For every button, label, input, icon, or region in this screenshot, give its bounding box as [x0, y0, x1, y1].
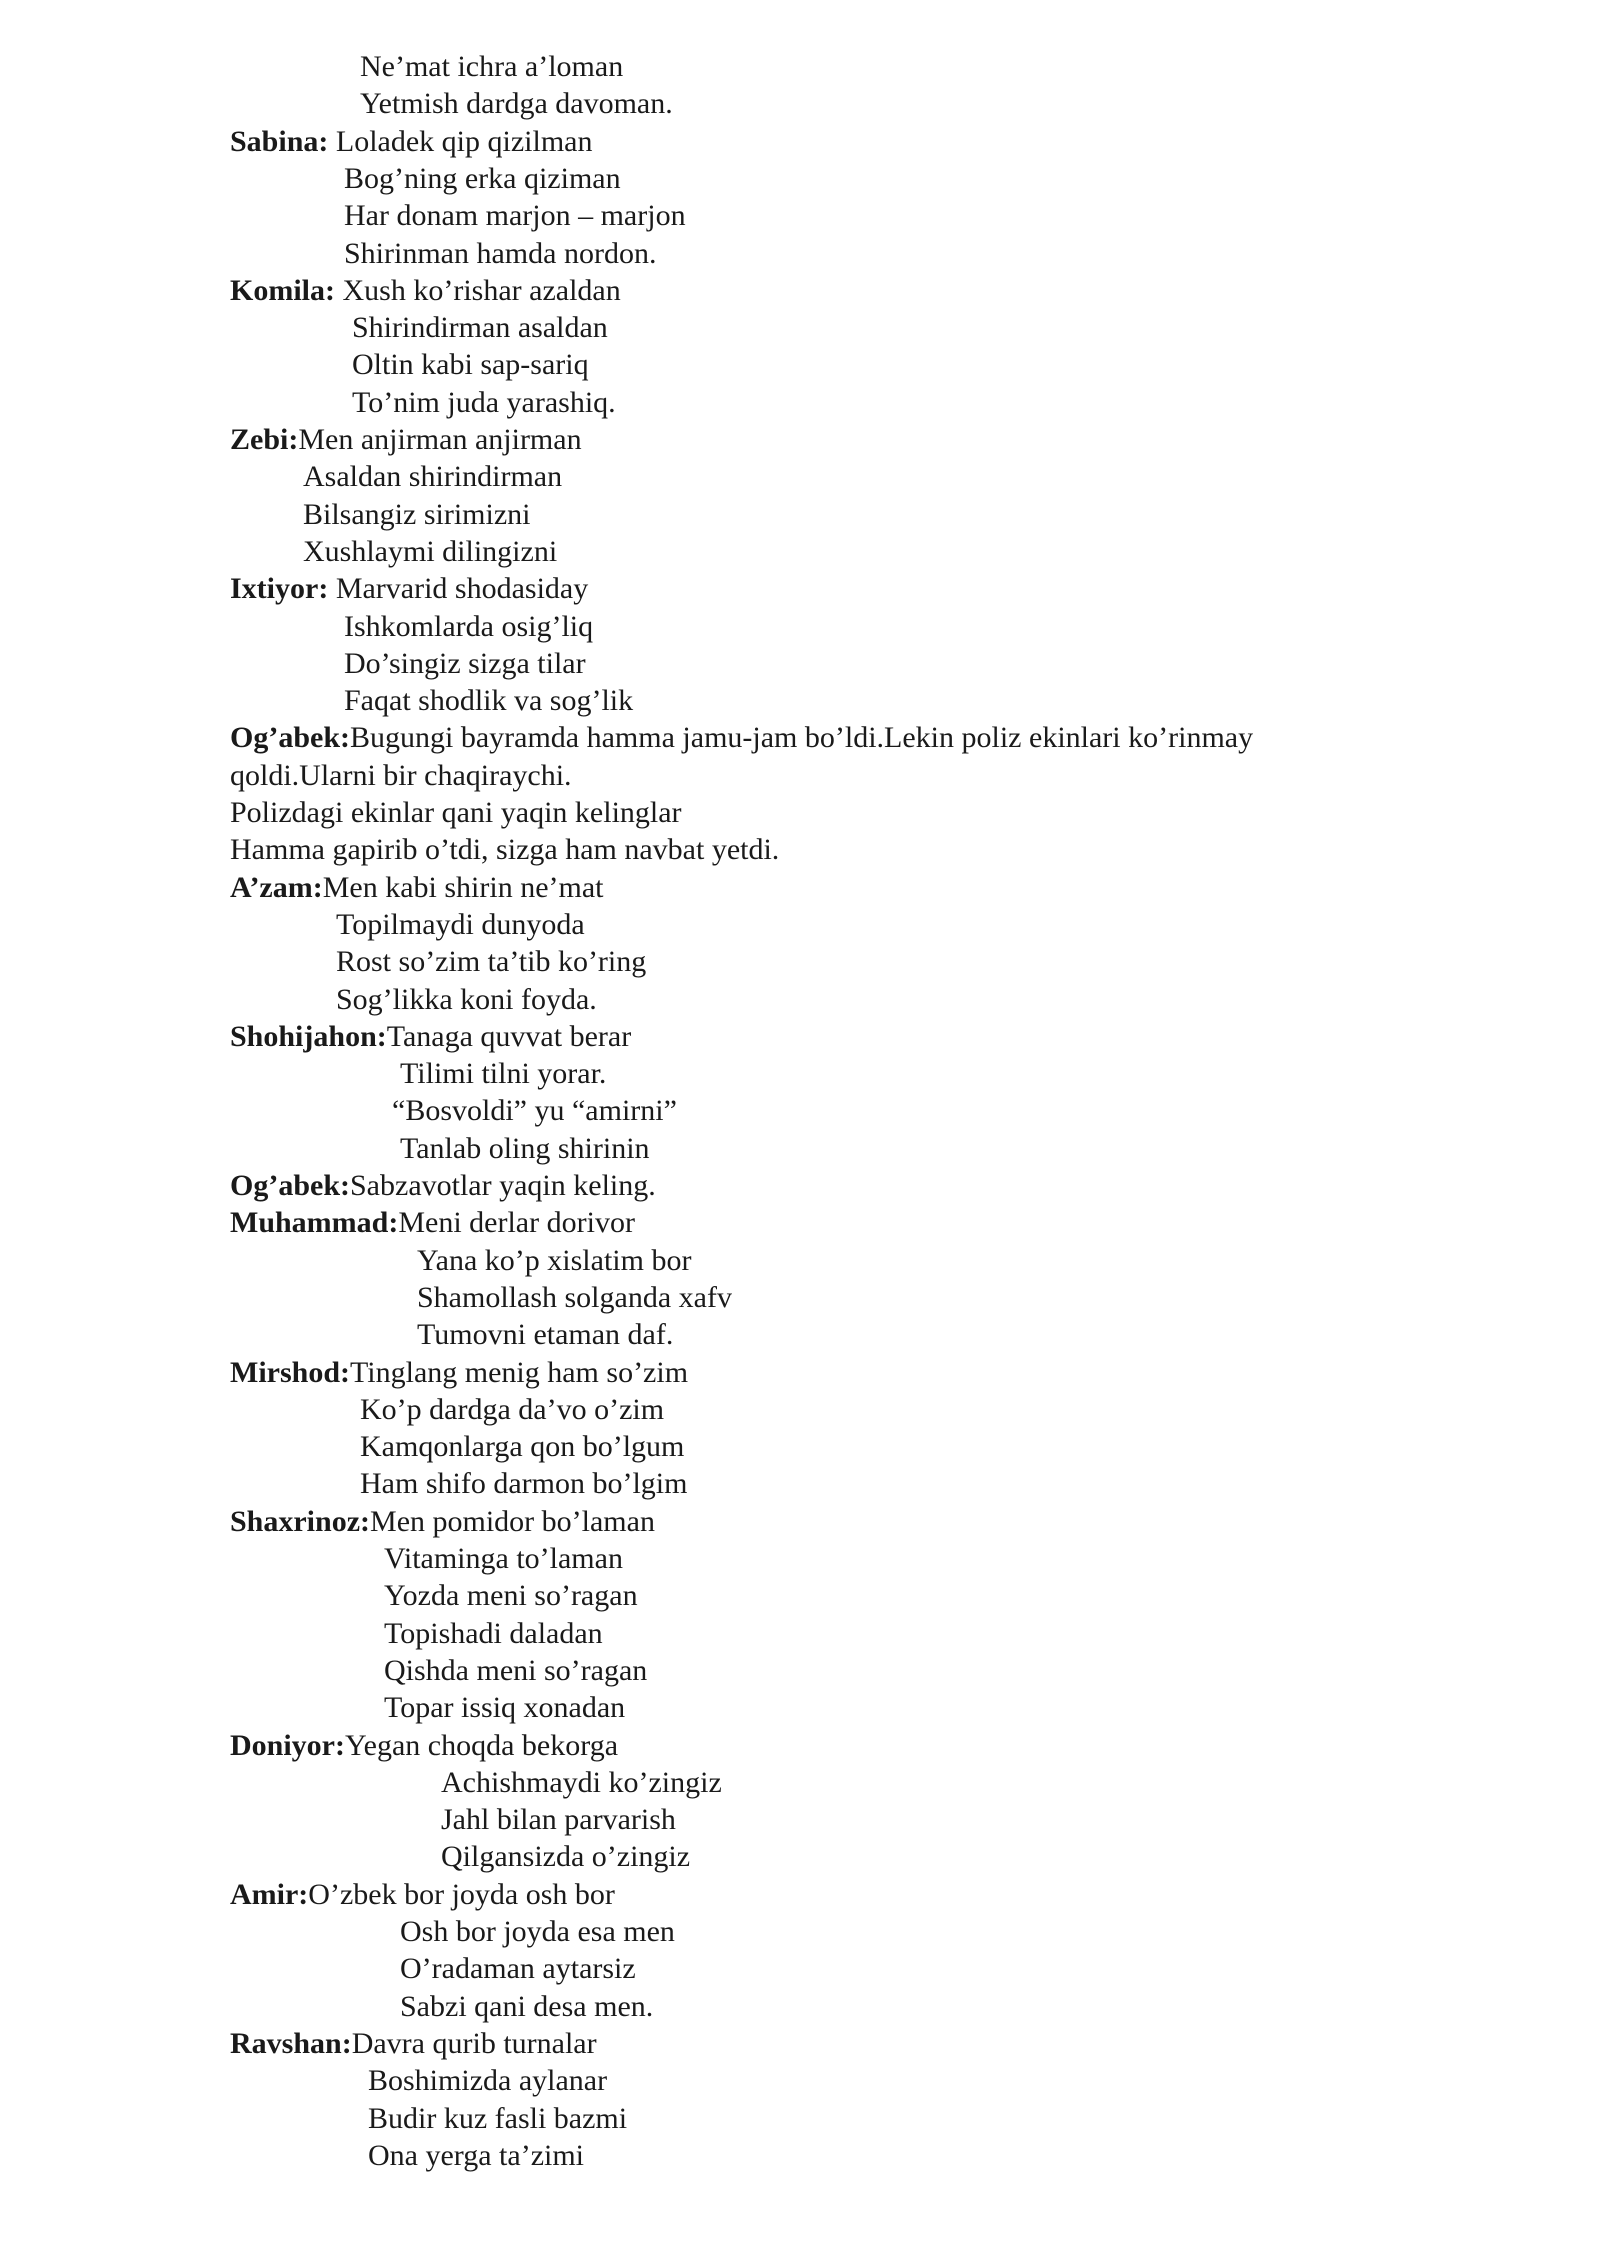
line-text: Osh bor joyda esa men	[400, 1915, 675, 1948]
line-text: Hamma gapirib o’tdi, sizga ham navbat yetdi.	[230, 833, 780, 867]
dialogue-line-speaker	[230, 421, 582, 458]
line-text: Oltin kabi sap-sariq	[352, 348, 589, 382]
dialogue-line	[344, 235, 656, 272]
dialogue-line	[230, 757, 572, 794]
speaker-name: Muhammad:	[230, 1206, 399, 1240]
line-text: Sabzavotlar yaqin keling.	[350, 1169, 656, 1202]
line-text: Ne’mat ichra a’loman	[360, 50, 624, 83]
line-text: Ona yerga ta’zimi	[368, 2138, 585, 2172]
line-text: Topar issiq xonadan	[384, 1691, 626, 1725]
speaker-name: A’zam:	[230, 870, 323, 904]
dialogue-line-speaker	[230, 1354, 688, 1391]
line-text: qoldi.Ularni bir chaqiraychi.	[230, 758, 572, 792]
dialogue-line	[360, 48, 623, 85]
line-text: Qishda meni so’ragan	[384, 1653, 648, 1687]
dialogue-line	[441, 1801, 676, 1838]
line-text: Tumovni etaman daf.	[417, 1318, 674, 1352]
speaker-name: Komila:	[230, 273, 343, 307]
dialogue-line	[368, 2100, 627, 2137]
line-text: Ishkomlarda osig’liq	[344, 609, 594, 643]
dialogue-line-speaker	[230, 123, 593, 160]
dialogue-line	[344, 197, 686, 234]
line-text: Loladek qip qizilman	[335, 124, 593, 158]
dialogue-line-speaker	[230, 1018, 631, 1055]
dialogue-line	[400, 1950, 636, 1987]
dialogue-line	[392, 1092, 677, 1129]
dialogue-line-speaker	[230, 1727, 618, 1764]
dialogue-line-speaker	[230, 2025, 597, 2062]
line-text: Sabzi qani desa men.	[400, 1989, 654, 2023]
line-text: Topishadi daladan	[384, 1616, 603, 1650]
line-text: Asaldan shirindirman	[303, 460, 563, 494]
dialogue-line	[360, 85, 673, 122]
dialogue-line	[336, 943, 646, 980]
dialogue-line	[400, 1988, 653, 2025]
dialogue-line	[336, 906, 585, 943]
line-text: Men anjirman anjirman	[298, 423, 582, 456]
line-text: Har donam marjon – marjon	[344, 199, 686, 233]
dialogue-line	[360, 1428, 684, 1465]
line-text: Meni derlar dorivor	[398, 1206, 635, 1240]
speaker-name: Og’abek:	[230, 721, 350, 755]
dialogue-line	[344, 682, 633, 719]
dialogue-line	[230, 831, 779, 868]
dialogue-line	[441, 1838, 690, 1875]
dialogue-line	[352, 346, 589, 383]
line-text: Davra qurib turnalar	[351, 2026, 597, 2060]
dialogue-line	[344, 160, 621, 197]
speaker-name: Zebi:	[230, 423, 299, 456]
dialogue-line	[360, 1391, 664, 1428]
dialogue-line	[303, 496, 530, 533]
line-text: Boshimizda aylanar	[368, 2064, 608, 2098]
line-text: Tanaga quvvat berar	[386, 1019, 632, 1053]
line-text: Ko’p dardga da’vo o’zim	[360, 1392, 665, 1426]
line-text: O’radaman aytarsiz	[400, 1952, 636, 1986]
speaker-name: Ravshan:	[230, 2026, 352, 2060]
dialogue-line	[441, 1764, 722, 1801]
line-text: O’zbek bor joyda osh bor	[308, 1877, 615, 1911]
line-text: Jahl bilan parvarish	[441, 1803, 676, 1837]
line-text: Yegan choqda bekorga	[345, 1728, 619, 1762]
speaker-name: Shohijahon:	[230, 1019, 387, 1053]
dialogue-line	[303, 533, 557, 570]
line-text: Men pomidor bo’laman	[370, 1504, 655, 1538]
line-text: Kamqonlarga qon bo’lgum	[360, 1430, 685, 1464]
dialogue-line	[352, 384, 616, 421]
dialogue-line	[384, 1577, 638, 1614]
line-text: Do’singiz sizga tilar	[344, 646, 586, 680]
dialogue-line-speaker	[230, 1503, 655, 1540]
speaker-name: Doniyor:	[230, 1728, 345, 1762]
dialogue-line	[384, 1540, 623, 1577]
line-text: Ham shifo darmon bo’lgim	[360, 1467, 688, 1501]
dialogue-line	[417, 1279, 732, 1316]
line-text: Rost so’zim ta’tib ko’ring	[336, 945, 647, 979]
line-text: “Bosvoldi” yu “amirni”	[392, 1094, 677, 1128]
line-text: Tanlab oling shirinin	[400, 1131, 650, 1165]
line-text: Sog’likka koni foyda.	[336, 982, 597, 1016]
dialogue-line	[360, 1465, 687, 1502]
dialogue-line	[368, 2137, 584, 2174]
dialogue-line	[230, 794, 682, 831]
dialogue-line	[368, 2062, 607, 2099]
dialogue-line-speaker	[230, 1876, 615, 1913]
speaker-name: Og’abek:	[230, 1169, 350, 1202]
speaker-name: Ixtiyor:	[230, 572, 336, 606]
dialogue-line	[417, 1316, 673, 1353]
dialogue-line	[344, 608, 593, 645]
line-text: Shirinman hamda nordon.	[344, 236, 657, 270]
line-text: Topilmaydi dunyoda	[336, 907, 585, 941]
dialogue-line	[352, 309, 608, 346]
dialogue-line	[344, 645, 586, 682]
line-text: Bugungi bayramda hamma jamu-jam bo’ldi.Lekin poliz ekinlari ko’rinmay	[350, 721, 1254, 755]
line-text: Faqat shodlik va sog’lik	[344, 684, 634, 718]
line-text: Yozda meni so’ragan	[384, 1579, 638, 1613]
speaker-name: Shaxrinoz:	[230, 1504, 371, 1538]
line-text: Tinglang menig ham so’zim	[350, 1355, 689, 1389]
dialogue-line	[417, 1242, 691, 1279]
dialogue-line	[303, 458, 562, 495]
line-text: Qilgansizda o’zingiz	[441, 1840, 691, 1874]
dialogue-line-speaker	[230, 869, 604, 906]
line-text: Yana ko’p xislatim bor	[417, 1243, 692, 1277]
line-text: Bog’ning erka qiziman	[344, 161, 621, 195]
line-text: Tilimi tilni yorar.	[400, 1057, 607, 1091]
dialogue-line	[400, 1055, 606, 1092]
line-text: Yetmish dardga davoman.	[360, 87, 673, 121]
line-text: Budir kuz fasli bazmi	[368, 2101, 628, 2135]
dialogue-line-speaker	[230, 719, 1253, 756]
line-text: To’nim juda yarashiq.	[352, 385, 616, 419]
line-text: Polizdagi ekinlar qani yaqin kelinglar	[230, 796, 682, 829]
dialogue-line-speaker	[230, 1204, 635, 1241]
dialogue-line	[384, 1615, 603, 1652]
line-text: Shamollash solganda xafv	[417, 1280, 732, 1314]
dialogue-line-speaker	[230, 1167, 656, 1204]
dialogue-line	[336, 981, 597, 1018]
dialogue-line-speaker	[230, 570, 588, 607]
line-text: Xushlaymi dilingizni	[303, 534, 558, 568]
dialogue-line	[384, 1689, 625, 1726]
dialogue-line	[400, 1913, 675, 1950]
line-text: Bilsangiz sirimizni	[303, 497, 531, 531]
line-text: Vitaminga to’laman	[384, 1542, 623, 1575]
dialogue-line	[400, 1130, 650, 1167]
speaker-name: Mirshod:	[230, 1355, 350, 1389]
dialogue-line	[384, 1652, 647, 1689]
line-text: Achishmaydi ko’zingiz	[441, 1765, 722, 1799]
speaker-name: Sabina:	[230, 124, 336, 158]
line-text: Shirindirman asaldan	[352, 311, 608, 345]
dialogue-line-speaker	[230, 272, 621, 309]
line-text: Marvarid shodasiday	[335, 572, 589, 606]
line-text: Men kabi shirin ne’mat	[322, 870, 604, 904]
speaker-name: Amir:	[230, 1877, 309, 1911]
line-text: Xush ko’rishar azaldan	[342, 273, 621, 307]
